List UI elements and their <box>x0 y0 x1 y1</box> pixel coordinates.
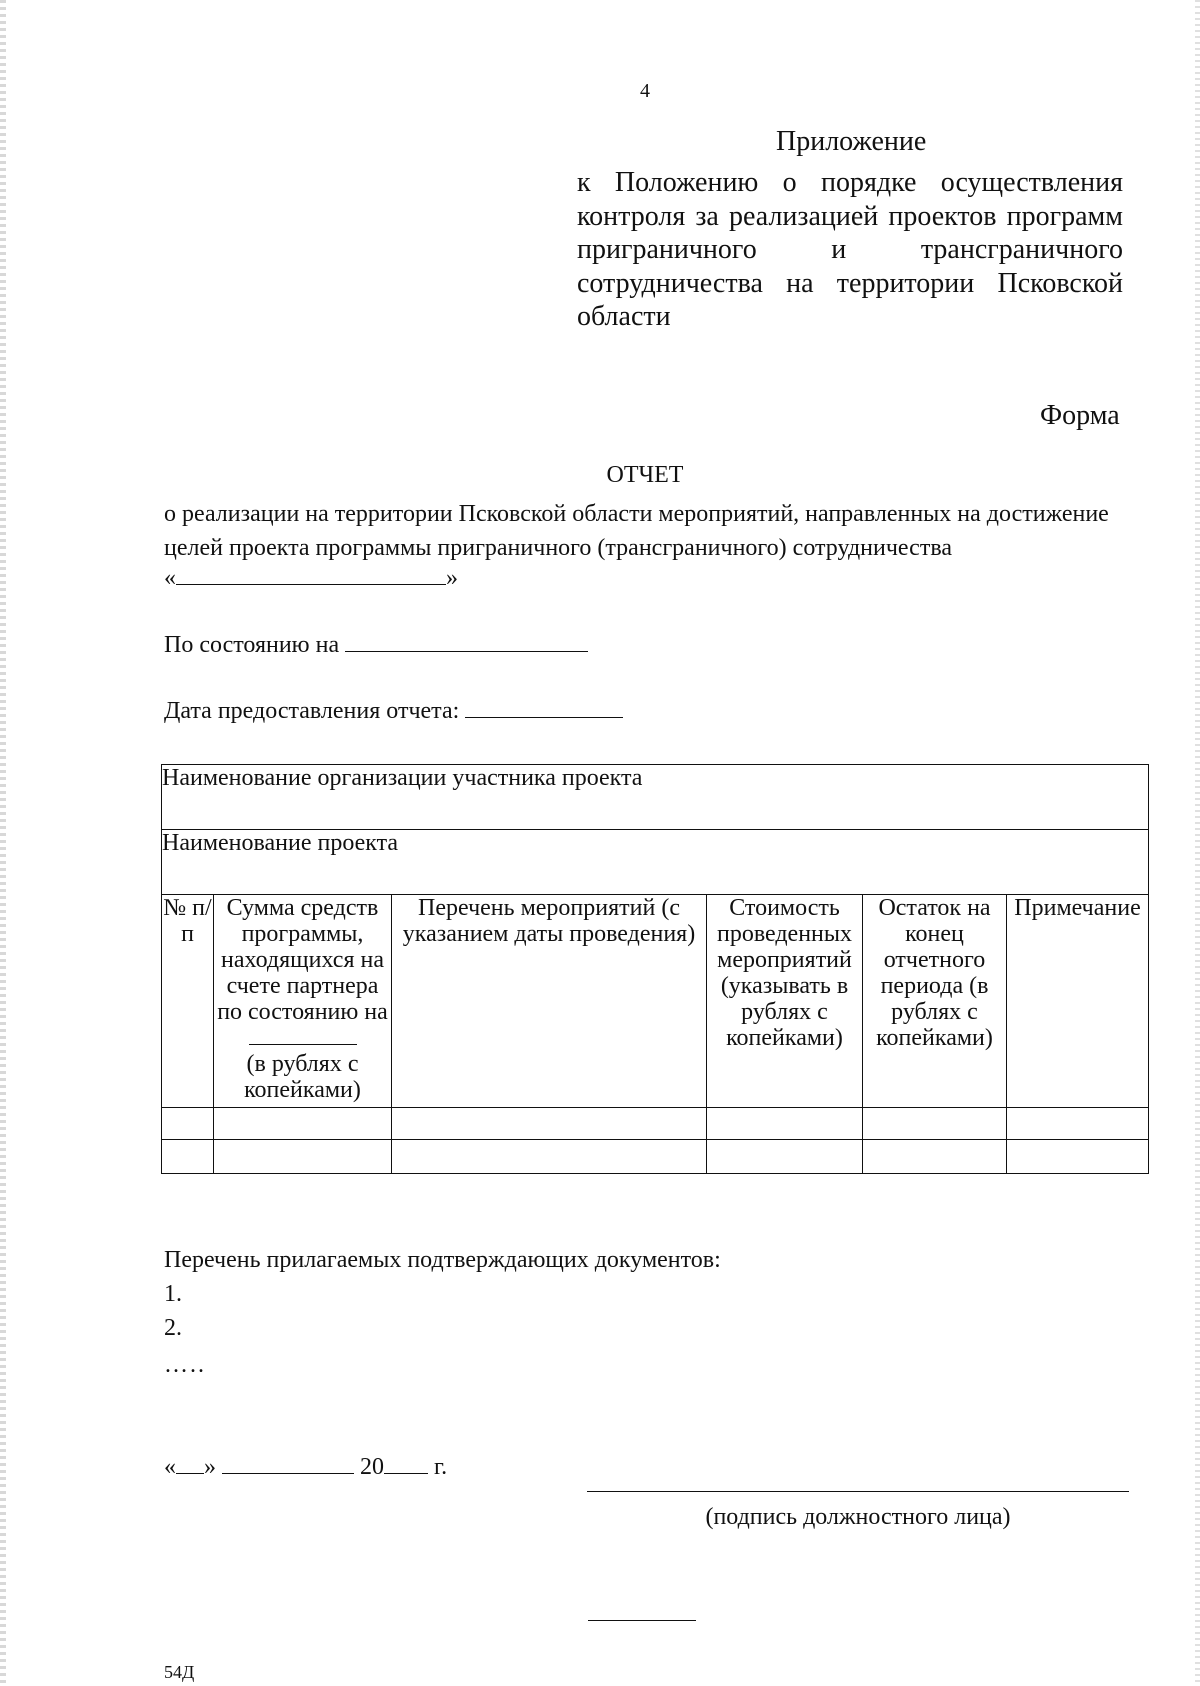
program-name-blank <box>176 584 446 585</box>
submission-date-label: Дата предоставления отчета: <box>164 698 460 724</box>
table-row <box>162 1140 1149 1174</box>
year-blank <box>384 1473 428 1474</box>
table-header-row <box>162 895 1149 1108</box>
appendix-title: Приложение <box>776 126 927 157</box>
col-activities-header: Перечень мероприятий (с указанием даты проведения) <box>392 895 707 1108</box>
org-name-cell: Наименование организации участника проекта <box>162 765 1149 830</box>
page-number: 4 <box>640 80 650 102</box>
col-num-header: № п/п <box>162 895 214 1108</box>
form-label: Форма <box>1040 400 1120 431</box>
project-name-row <box>162 830 1149 895</box>
amount-header-unit: (в рублях с копейками) <box>244 1051 361 1103</box>
submission-date-field <box>164 698 623 725</box>
year-suffix: г. <box>434 1454 448 1480</box>
org-name-row <box>162 765 1149 830</box>
state-label: По состоянию на <box>164 632 340 658</box>
signature-caption: (подпись должностного лица) <box>705 1504 1011 1530</box>
report-subtitle: о реализации на территории Псковской области мероприятий, направленных на достижение целей проекта программы приграничного (трансграничного) сотрудничества <box>164 501 1109 561</box>
signature-date <box>164 1454 447 1481</box>
documents-ellipsis: ….. <box>164 1352 206 1378</box>
document-code: 54Д <box>164 1662 195 1682</box>
col-cost-header: Стоимость проведенных мероприятий (указывать в рублях с копейками) <box>707 895 863 1108</box>
submission-date-blank <box>465 717 623 718</box>
col-amount-header <box>214 895 392 1108</box>
table-row <box>162 1108 1149 1140</box>
report-table <box>161 764 1149 1174</box>
signature-line <box>587 1491 1129 1492</box>
col-note-header: Примечание <box>1007 895 1149 1108</box>
date-quote-open: « <box>164 1454 176 1480</box>
quote-open: « <box>164 565 176 591</box>
scan-edge-right <box>1195 0 1200 1686</box>
appendix-text: к Положению о порядке осуществления контроля за реализацией проектов программ приграничного и трансграничного сотрудничества на территории Псковской области <box>577 167 1123 332</box>
program-name-field <box>164 565 458 592</box>
month-blank <box>222 1473 354 1474</box>
state-date-blank <box>345 651 588 652</box>
year-century: 20 <box>360 1454 384 1480</box>
day-blank <box>176 1473 204 1474</box>
amount-date-blank <box>249 1044 357 1045</box>
amount-header-text: Сумма средств программы, находящихся на счете партнера по состоянию на <box>217 895 388 1025</box>
document-item: 1. <box>164 1281 182 1307</box>
scan-edge-left <box>0 0 6 1686</box>
project-name-cell: Наименование проекта <box>162 830 1149 895</box>
document-item: 2. <box>164 1315 182 1341</box>
documents-title: Перечень прилагаемых подтверждающих документов: <box>164 1247 721 1273</box>
separator-line <box>588 1620 696 1621</box>
report-title: ОТЧЕТ <box>606 462 684 488</box>
state-as-of-field <box>164 632 588 659</box>
date-quote-close: » <box>204 1454 216 1480</box>
col-balance-header: Остаток на конец отчетного периода (в рублях с копейками) <box>863 895 1007 1108</box>
quote-close: » <box>446 565 458 591</box>
